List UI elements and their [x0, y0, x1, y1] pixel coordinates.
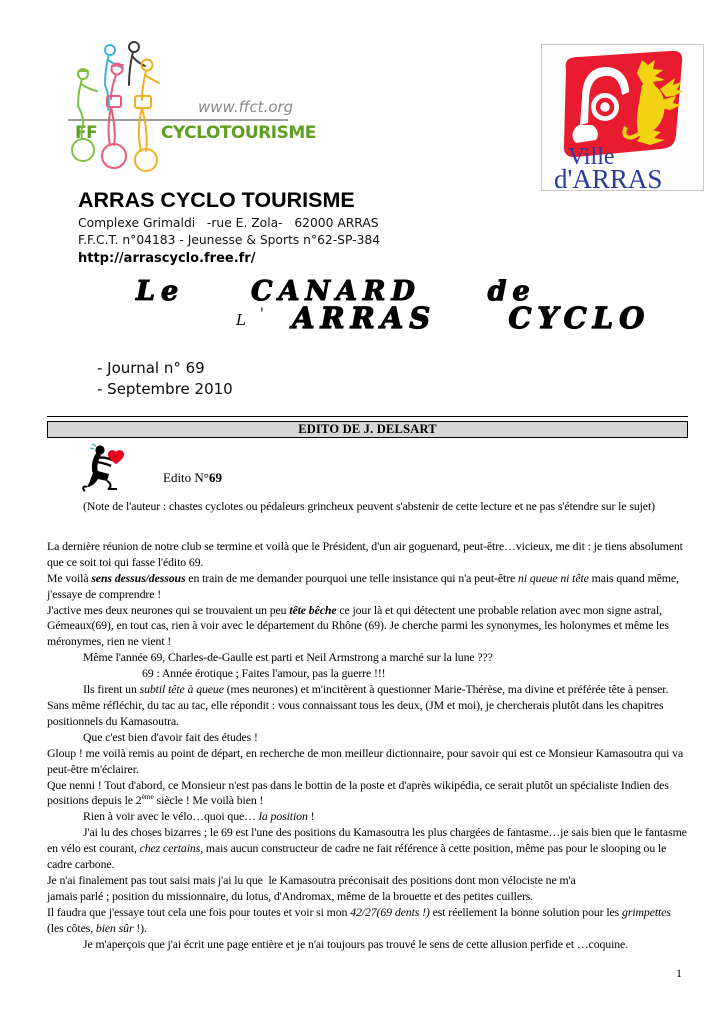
ville-arras-logo: [541, 44, 704, 194]
newsletter-title-apostrophe: ': [260, 306, 264, 322]
newsletter-title-line1: Le CANARD de: [136, 276, 536, 307]
ffct-url-text: www.ffct.org: [198, 98, 294, 116]
ffct-ff-label: FF: [75, 123, 98, 143]
edito-paragraph: Même l'année 69, Charles-de-Gaulle est parti et Neil Armstrong a marché sur la lune ???: [83, 650, 493, 665]
edito-paragraph: La dernière réunion de notre club se termine et voilà que le Président, d'un air goguenard, peut-être…vicieux, me dit : je tiens absolument que ce soit toi qui fasse l'édito 69.: [47, 538, 686, 569]
edito-paragraph: Il faudra que j'essaye tout cela une fois pour toutes et voir si mon 42/27(69 dents !) est réellement la bonne solution pour les grimpettes (les côtes, bien sûr !).: [47, 904, 674, 935]
kneeling-figure-heart-icon: [80, 441, 128, 493]
newsletter-title-line2: ARRAS CYCLO: [292, 301, 651, 335]
edito-paragraph: Me voilà sens dessus/dessous en train de me demander pourquoi une telle insistance qui n'a peut-être ni queue ni tête mais quand même, j'essaye de comprendre !: [47, 570, 682, 601]
journal-number: - Journal n° 69: [97, 359, 205, 377]
ffct-cyclists-icon: [66, 38, 178, 175]
edito-paragraph: Rien à voir avec le vélo…quoi que… la position !: [83, 809, 315, 824]
journal-date: - Septembre 2010: [97, 380, 233, 398]
page-number: 1: [676, 966, 682, 980]
section-divider: [47, 416, 688, 417]
edito-paragraph: (Note de l'auteur : chastes cyclotes ou pédaleurs grincheux peuvent s'abstenir de cette lecture et ne pas s'étendre sur le sujet): [83, 499, 655, 513]
edito-paragraph: Je n'ai finalement pas tout saisi mais j'ai lu que le Kamasoutra préconisait des positions dont mon vélociste ne m'a jamais parlé ; position du missionnaire, du lotus, d'Andromax, même de la brouette et des petites cuillers.: [47, 872, 576, 903]
club-name: ARRAS CYCLO TOURISME: [78, 188, 355, 212]
edito-section-title: EDITO DE J. DELSART: [47, 421, 688, 438]
edito-number-label: [163, 470, 222, 486]
club-website-url: http://arrascyclo.free.fr/: [78, 251, 256, 266]
edito-section-header: [47, 416, 688, 438]
edito-paragraph: Que c'est bien d'avoir fait des études !: [83, 729, 258, 744]
edito-paragraph: J'active mes deux neurones qui se trouvaient un peu tête bêche ce jour là et qui détectent une probable relation avec mon signe astral, Gémeaux(69), en tout cas, rien à voir avec le département du Rhône (69). Je cherche parmi les synonymes, les holonymes et même les méronymes, rien ne vient !: [47, 602, 672, 649]
edito-paragraph: J'ai lu des choses bizarres ; le 69 est l'une des positions du Kamasoutra les plus chargées de fantasme…je sais bien que le fantasme en vélo est courant, chez certains, mais aucun constructeur de cadre ne fait référence à cette position, même pas pour le slooping ou le cadre carbone.: [47, 825, 690, 872]
edito-body: [47, 499, 690, 952]
ffct-logo: [64, 38, 316, 178]
edito-paragraph: Ils firent un subtil tête à queue (mes neurones) et m'incitèrent à questionner Marie-Thérèse, ma divine et préférée tête à penser.: [83, 682, 669, 697]
edito-label-prefix: Edito N°: [163, 470, 210, 485]
club-registration: F.F.C.T. n°04183 - Jeunesse & Sports n°62-SP-384: [78, 233, 381, 247]
club-header: [78, 188, 498, 266]
edito-paragraph: Gloup ! me voilà remis au point de départ, en recherche de mon meilleur dictionnaire, pour savoir qui est ce Monsieur Kamasoutra qui va peut-être m'éclairer.: [47, 745, 686, 776]
arras-logo-ville-text: Ville: [568, 144, 615, 170]
ffct-cyclotourisme-label: CYCLOTOURISME: [161, 123, 316, 143]
journal-info: [97, 358, 233, 400]
edito-paragraph: 69 : Année érotique ; Faites l'amour, pas la guerre !!!: [142, 666, 386, 681]
edito-label-number: 69: [209, 470, 223, 485]
newsletter-title-l: L: [236, 311, 246, 329]
club-address: Complexe Grimaldi -rue E. Zola- 62000 ARRAS: [78, 216, 379, 230]
edito-paragraph: Je m'aperçois que j'ai écrit une page entière et je n'ai toujours pas trouvé le sens de cette allusion perfide et …coquine.: [83, 936, 629, 951]
edito-paragraph: Sans même réfléchir, du tac au tac, elle répondit : vous connaissant tous les deux, (JM et moi), je chercherais plutôt dans les chapitres positionnels du Kamasoutra.: [47, 697, 667, 728]
edito-paragraph: Que nenni ! Tout d'abord, ce Monsieur n'est pas dans le bottin de la poste et d'après wikipédia, ce serait plutôt un spécialiste Indien des positions depuis le 2ème siècle ! Me voilà bien !: [47, 777, 672, 808]
arras-logo-darras-text: d'ARRAS: [554, 164, 663, 194]
